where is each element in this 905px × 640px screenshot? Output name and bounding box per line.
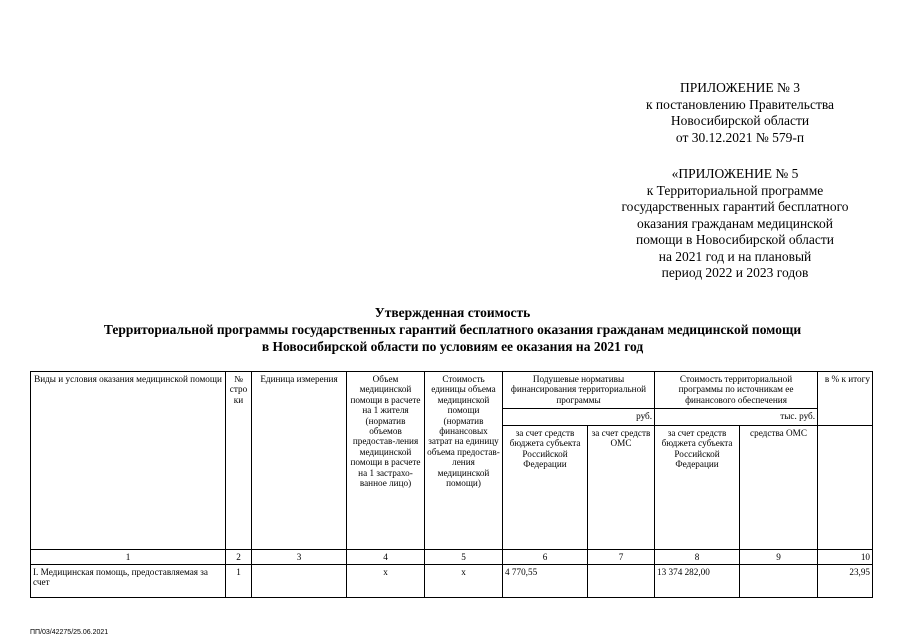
document-title bbox=[0, 304, 905, 355]
column-number: 8 bbox=[655, 550, 740, 565]
appendix-5-line: помощи в Новосибирской области bbox=[635, 232, 835, 247]
program-cost-table bbox=[30, 371, 873, 598]
row-per-capita-oms bbox=[588, 565, 655, 598]
column-number: 1 bbox=[31, 550, 226, 565]
header-unit: Единица измерения bbox=[252, 372, 347, 550]
title-line: в Новосибирской области по условиям ее оказания на 2021 год bbox=[261, 339, 644, 354]
title-line: Утвержденная стоимость bbox=[374, 305, 531, 320]
header-percent-empty bbox=[818, 426, 873, 550]
appendix-5-line: на 2021 год и на плановый bbox=[658, 248, 812, 264]
row-percent: 23,95 bbox=[818, 565, 873, 598]
appendix-3-line: к постановлению Правительства bbox=[645, 96, 835, 112]
appendix-3-line: ПРИЛОЖЕНИЕ № 3 bbox=[679, 80, 801, 95]
appendix-3-line: Новосибирской области bbox=[670, 113, 810, 128]
header-per-capita: Подушевые нормативы финансирования территориальной программы bbox=[503, 372, 655, 409]
header-budget-source: за счет средств бюджета субъекта Российской Федерации bbox=[503, 426, 588, 550]
row-volume: х bbox=[347, 565, 425, 598]
row-unit bbox=[252, 565, 347, 598]
column-number: 10 bbox=[818, 550, 873, 565]
column-number: 7 bbox=[588, 550, 655, 565]
header-budget-source-2: за счет средств бюджета субъекта Российской Федерации bbox=[655, 426, 740, 550]
column-number: 2 bbox=[226, 550, 252, 565]
header-oms-funds: средства ОМС bbox=[740, 426, 818, 550]
column-number: 3 bbox=[252, 550, 347, 565]
row-cost-unit: х bbox=[425, 565, 503, 598]
appendix-5-line: оказания гражданам медицинской bbox=[636, 215, 834, 231]
appendix-5-line: к Территориальной программе bbox=[646, 182, 824, 198]
row-number: 1 bbox=[226, 565, 252, 598]
row-per-capita-budget: 4 770,55 bbox=[503, 565, 588, 598]
column-number: 4 bbox=[347, 550, 425, 565]
header-rub: руб. bbox=[503, 409, 655, 426]
table-row bbox=[31, 565, 873, 598]
header-row-no: № строки bbox=[226, 372, 252, 550]
row-name: I. Медицинская помощь, предоставляемая за счет bbox=[31, 565, 226, 598]
row-total-oms bbox=[740, 565, 818, 598]
document-footer-code: ПП/03/42275/25.06.2021 bbox=[30, 629, 109, 636]
header-percent-total: в % к итогу bbox=[818, 372, 873, 426]
header-types: Виды и условия оказания медицинской помощи bbox=[31, 372, 226, 550]
column-number-row bbox=[31, 550, 873, 565]
appendix-5-line: «ПРИЛОЖЕНИЕ № 5 bbox=[671, 166, 799, 181]
header-volume: Объем медицинской помощи в расчете на 1 жителя (норматив объемов предостав-ления медицинской помощи в расчете на 1 застрахо-ванное лицо) bbox=[347, 372, 425, 550]
header-oms-source: за счет средств ОМС bbox=[588, 426, 655, 550]
row-total-budget: 13 374 282,00 bbox=[655, 565, 740, 598]
title-line: Территориальной программы государственных гарантий бесплатного оказания гражданам медицинской помощи bbox=[103, 322, 802, 337]
appendix-5-line: период 2022 и 2023 годов bbox=[661, 265, 809, 280]
appendix-5-line: государственных гарантий бесплатного bbox=[621, 199, 849, 214]
header-cost-unit: Стоимость единицы объема медицинской помощи (норматив финансовых затрат на единицу объема предостав-ления медицинской помощи) bbox=[425, 372, 503, 550]
appendix-3-header bbox=[590, 80, 890, 146]
header-total-cost: Стоимость территориальной программы по источникам ее финансового обеспечения bbox=[655, 372, 818, 409]
header-thousand-rub: тыс. руб. bbox=[655, 409, 818, 426]
column-number: 6 bbox=[503, 550, 588, 565]
appendix-3-line: от 30.12.2021 № 579-п bbox=[675, 129, 805, 145]
column-number: 9 bbox=[740, 550, 818, 565]
column-number: 5 bbox=[425, 550, 503, 565]
appendix-5-header bbox=[585, 166, 885, 282]
